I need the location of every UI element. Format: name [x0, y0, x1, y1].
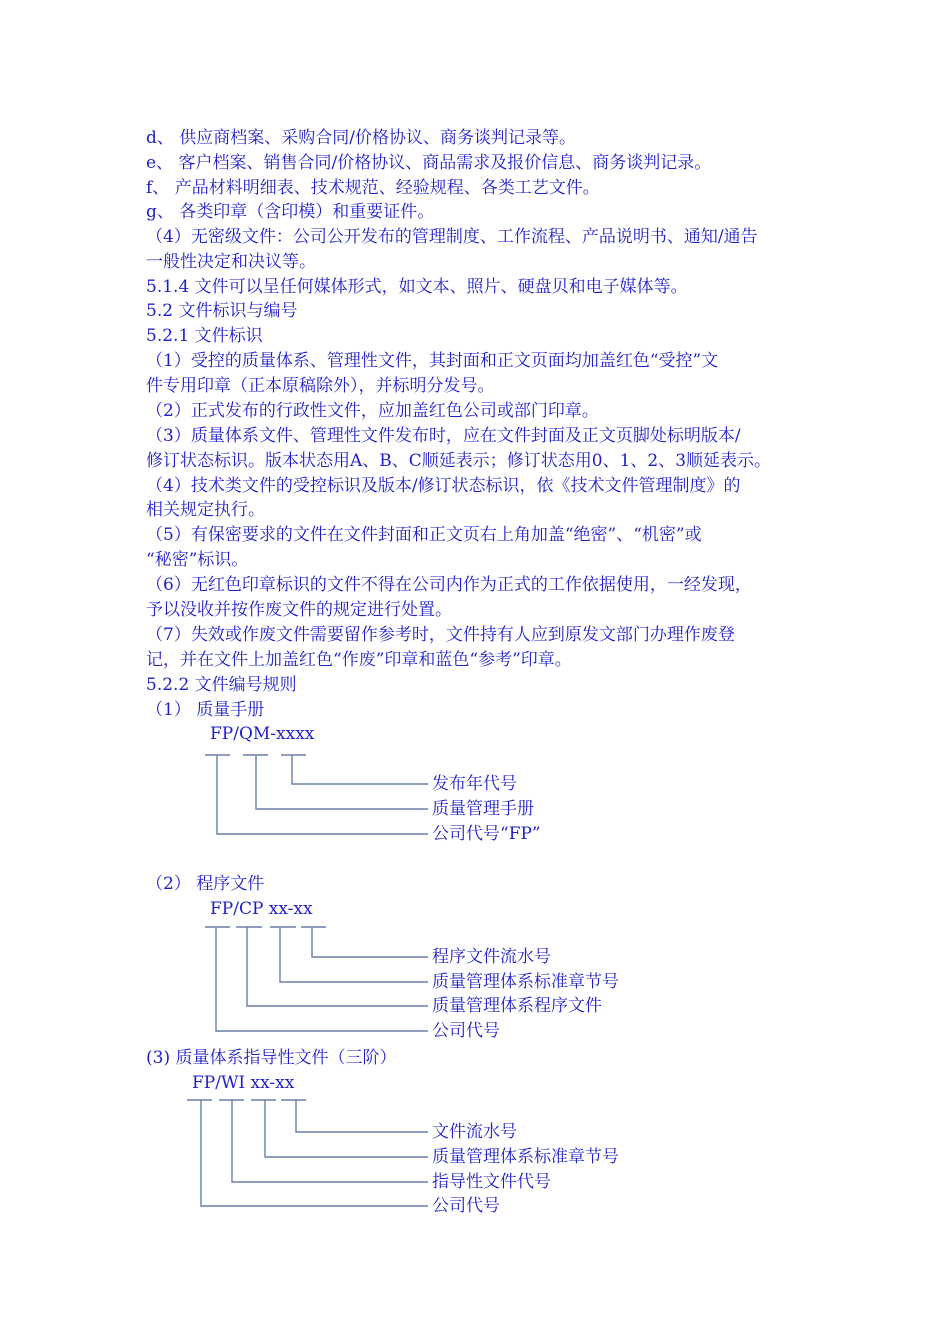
text-line: e、 客户档案、销售合同/价格协议、商品需求及报价信息、商务谈判记录。 [146, 153, 712, 173]
label-standard-clause: 质量管理体系标准章节号 [432, 972, 619, 992]
text-line: 修订状态标识。版本状态用A、B、C顺延表示；修订状态用0、1、2、3顺延表示。 [146, 451, 772, 471]
code-format: FP/QM-xxxx [210, 724, 315, 744]
text-line: （5）有保密要求的文件在文件封面和正文页右上角加盖“绝密”、“机密”或 [146, 525, 702, 545]
text-line: （1）受控的质量体系、管理性文件，其封面和正文页面均加盖红色“受控”文 [146, 351, 719, 371]
code-format: FP/CP xx-xx [210, 899, 313, 919]
section-heading: 5.2 文件标识与编号 [146, 301, 298, 321]
text-line: （3）质量体系文件、管理性文件发布时，应在文件封面及正文页脚处标明版本/ [146, 426, 741, 446]
text-line: 相关规定执行。 [146, 500, 265, 520]
subsection-heading: 5.2.2 文件编号规则 [146, 675, 297, 695]
label-company-code: 公司代号“FP” [432, 824, 541, 844]
label-company-code: 公司代号 [432, 1196, 500, 1216]
figure-heading: （2） 程序文件 [146, 874, 265, 894]
label-serial-number: 文件流水号 [432, 1122, 517, 1142]
label-procedure-doc: 质量管理体系程序文件 [432, 996, 602, 1016]
text-line: （6）无红色印章标识的文件不得在公司内作为正式的工作依据使用，一经发现， [146, 575, 752, 595]
text-line: 予以没收并按作废文件的规定进行处置。 [146, 600, 452, 620]
label-year-code: 发布年代号 [432, 774, 517, 794]
text-line: d、 供应商档案、采购合同/价格协议、商务谈判记录等。 [146, 128, 577, 148]
text-line: 件专用印章（正本原稿除外），并标明分发号。 [146, 376, 495, 396]
figure-heading: （1） 质量手册 [146, 700, 265, 720]
text-line: （7）失效或作废文件需要留作参考时，文件持有人应到原发文部门办理作废登 [146, 625, 735, 645]
label-company-code: 公司代号 [432, 1021, 500, 1041]
text-line: f、 产品材料明细表、技术规范、经验规程、各类工艺文件。 [146, 178, 600, 198]
subsection-heading: 5.2.1 文件标识 [146, 326, 263, 346]
text-line: 记，并在文件上加盖红色“作废”印章和蓝色“参考”印章。 [146, 650, 572, 670]
text-line: （2）正式发布的行政性文件，应加盖红色公司或部门印章。 [146, 401, 599, 421]
code-format: FP/WI xx-xx [192, 1073, 295, 1093]
label-instruction-code: 指导性文件代号 [432, 1172, 551, 1192]
figure-heading: (3) 质量体系指导性文件（三阶） [146, 1048, 397, 1068]
text-line: 5.1.4 文件可以呈任何媒体形式，如文本、照片、硬盘贝和电子媒体等。 [146, 277, 688, 297]
text-line: （4）技术类文件的受控标识及版本/修订状态标识，依《技术文件管理制度》的 [146, 476, 741, 496]
label-standard-clause: 质量管理体系标准章节号 [432, 1147, 619, 1167]
text-line: “秘密”标识。 [146, 550, 249, 570]
label-serial-number: 程序文件流水号 [432, 947, 551, 967]
text-line: （4）无密级文件：公司公开发布的管理制度、工作流程、产品说明书、通知/通告 [146, 227, 758, 247]
text-line: 一般性决定和决议等。 [146, 252, 316, 272]
label-quality-manual: 质量管理手册 [432, 799, 534, 819]
text-line: g、 各类印章（含印模）和重要证件。 [146, 202, 435, 222]
